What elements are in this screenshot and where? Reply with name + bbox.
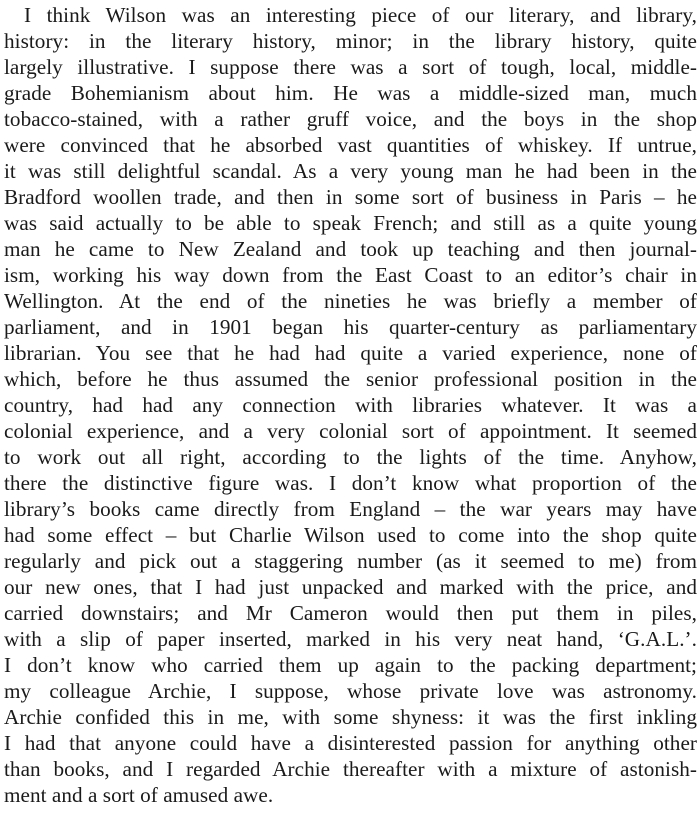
text-line: country, had had any connection with libraries whatever. It was a (4, 393, 697, 417)
text-line: tobacco-stained, with a rather gruff voice, and the boys in the shop (4, 107, 697, 131)
text-line: grade Bohemianism about him. He was a middle-sized man, much (4, 81, 697, 105)
text-line: I had that anyone could have a disinterested passion for anything other (4, 731, 697, 755)
text-line: my colleague Archie, I suppose, whose private love was astronomy. (4, 679, 697, 703)
text-line: I think Wilson was an interesting piece of our literary, and library, (24, 3, 697, 27)
text-line: there the distinctive figure was. I don’t know what proportion of the (4, 471, 697, 495)
text-line: than books, and I regarded Archie thereafter with a mixture of astonish- (4, 757, 697, 781)
text-line: parliament, and in 1901 began his quarter-century as parliamentary (4, 315, 697, 339)
text-line: Wellington. At the end of the nineties he was briefly a member of (4, 289, 697, 313)
text-line: library’s books came directly from England – the war years may have (4, 497, 697, 521)
text-line: ment and a sort of amused awe. (4, 783, 274, 807)
text-line: ism, working his way down from the East Coast to an editor’s chair in (4, 263, 697, 287)
text-line: carried downstairs; and Mr Cameron would then put them in piles, (4, 601, 697, 625)
text-line: our new ones, that I had just unpacked and marked with the price, and (4, 575, 697, 599)
text-line: was said actually to be able to speak French; and still as a quite young (4, 211, 697, 235)
text-line: with a slip of paper inserted, marked in his very neat hand, ‘G.A.L.’. (4, 627, 697, 651)
text-line: Bradford woollen trade, and then in some sort of business in Paris – he (4, 185, 697, 209)
text-line: to work out all right, according to the lights of the time. Anyhow, (4, 445, 697, 469)
text-line: Archie confided this in me, with some shyness: it was the first inkling (4, 705, 697, 729)
text-line: colonial experience, and a very colonial sort of appointment. It seemed (4, 419, 697, 443)
text-line: I don’t know who carried them up again to the packing department; (4, 653, 697, 677)
text-line: which, before he thus assumed the senior professional position in the (4, 367, 697, 391)
body-paragraph (4, 2, 697, 808)
text-line: librarian. You see that he had had quite a varied experience, none of (4, 341, 697, 365)
text-line: regularly and pick out a staggering number (as it seemed to me) from (4, 549, 697, 573)
text-line: history: in the literary history, minor; in the library history, quite (4, 29, 697, 53)
text-line: man he came to New Zealand and took up teaching and then journal- (4, 237, 697, 261)
text-line: largely illustrative. I suppose there was a sort of tough, local, middle- (4, 55, 697, 79)
text-line: had some effect – but Charlie Wilson used to come into the shop quite (4, 523, 697, 547)
text-line: it was still delightful scandal. As a very young man he had been in the (4, 159, 697, 183)
text-line: were convinced that he absorbed vast quantities of whiskey. If untrue, (4, 133, 697, 157)
